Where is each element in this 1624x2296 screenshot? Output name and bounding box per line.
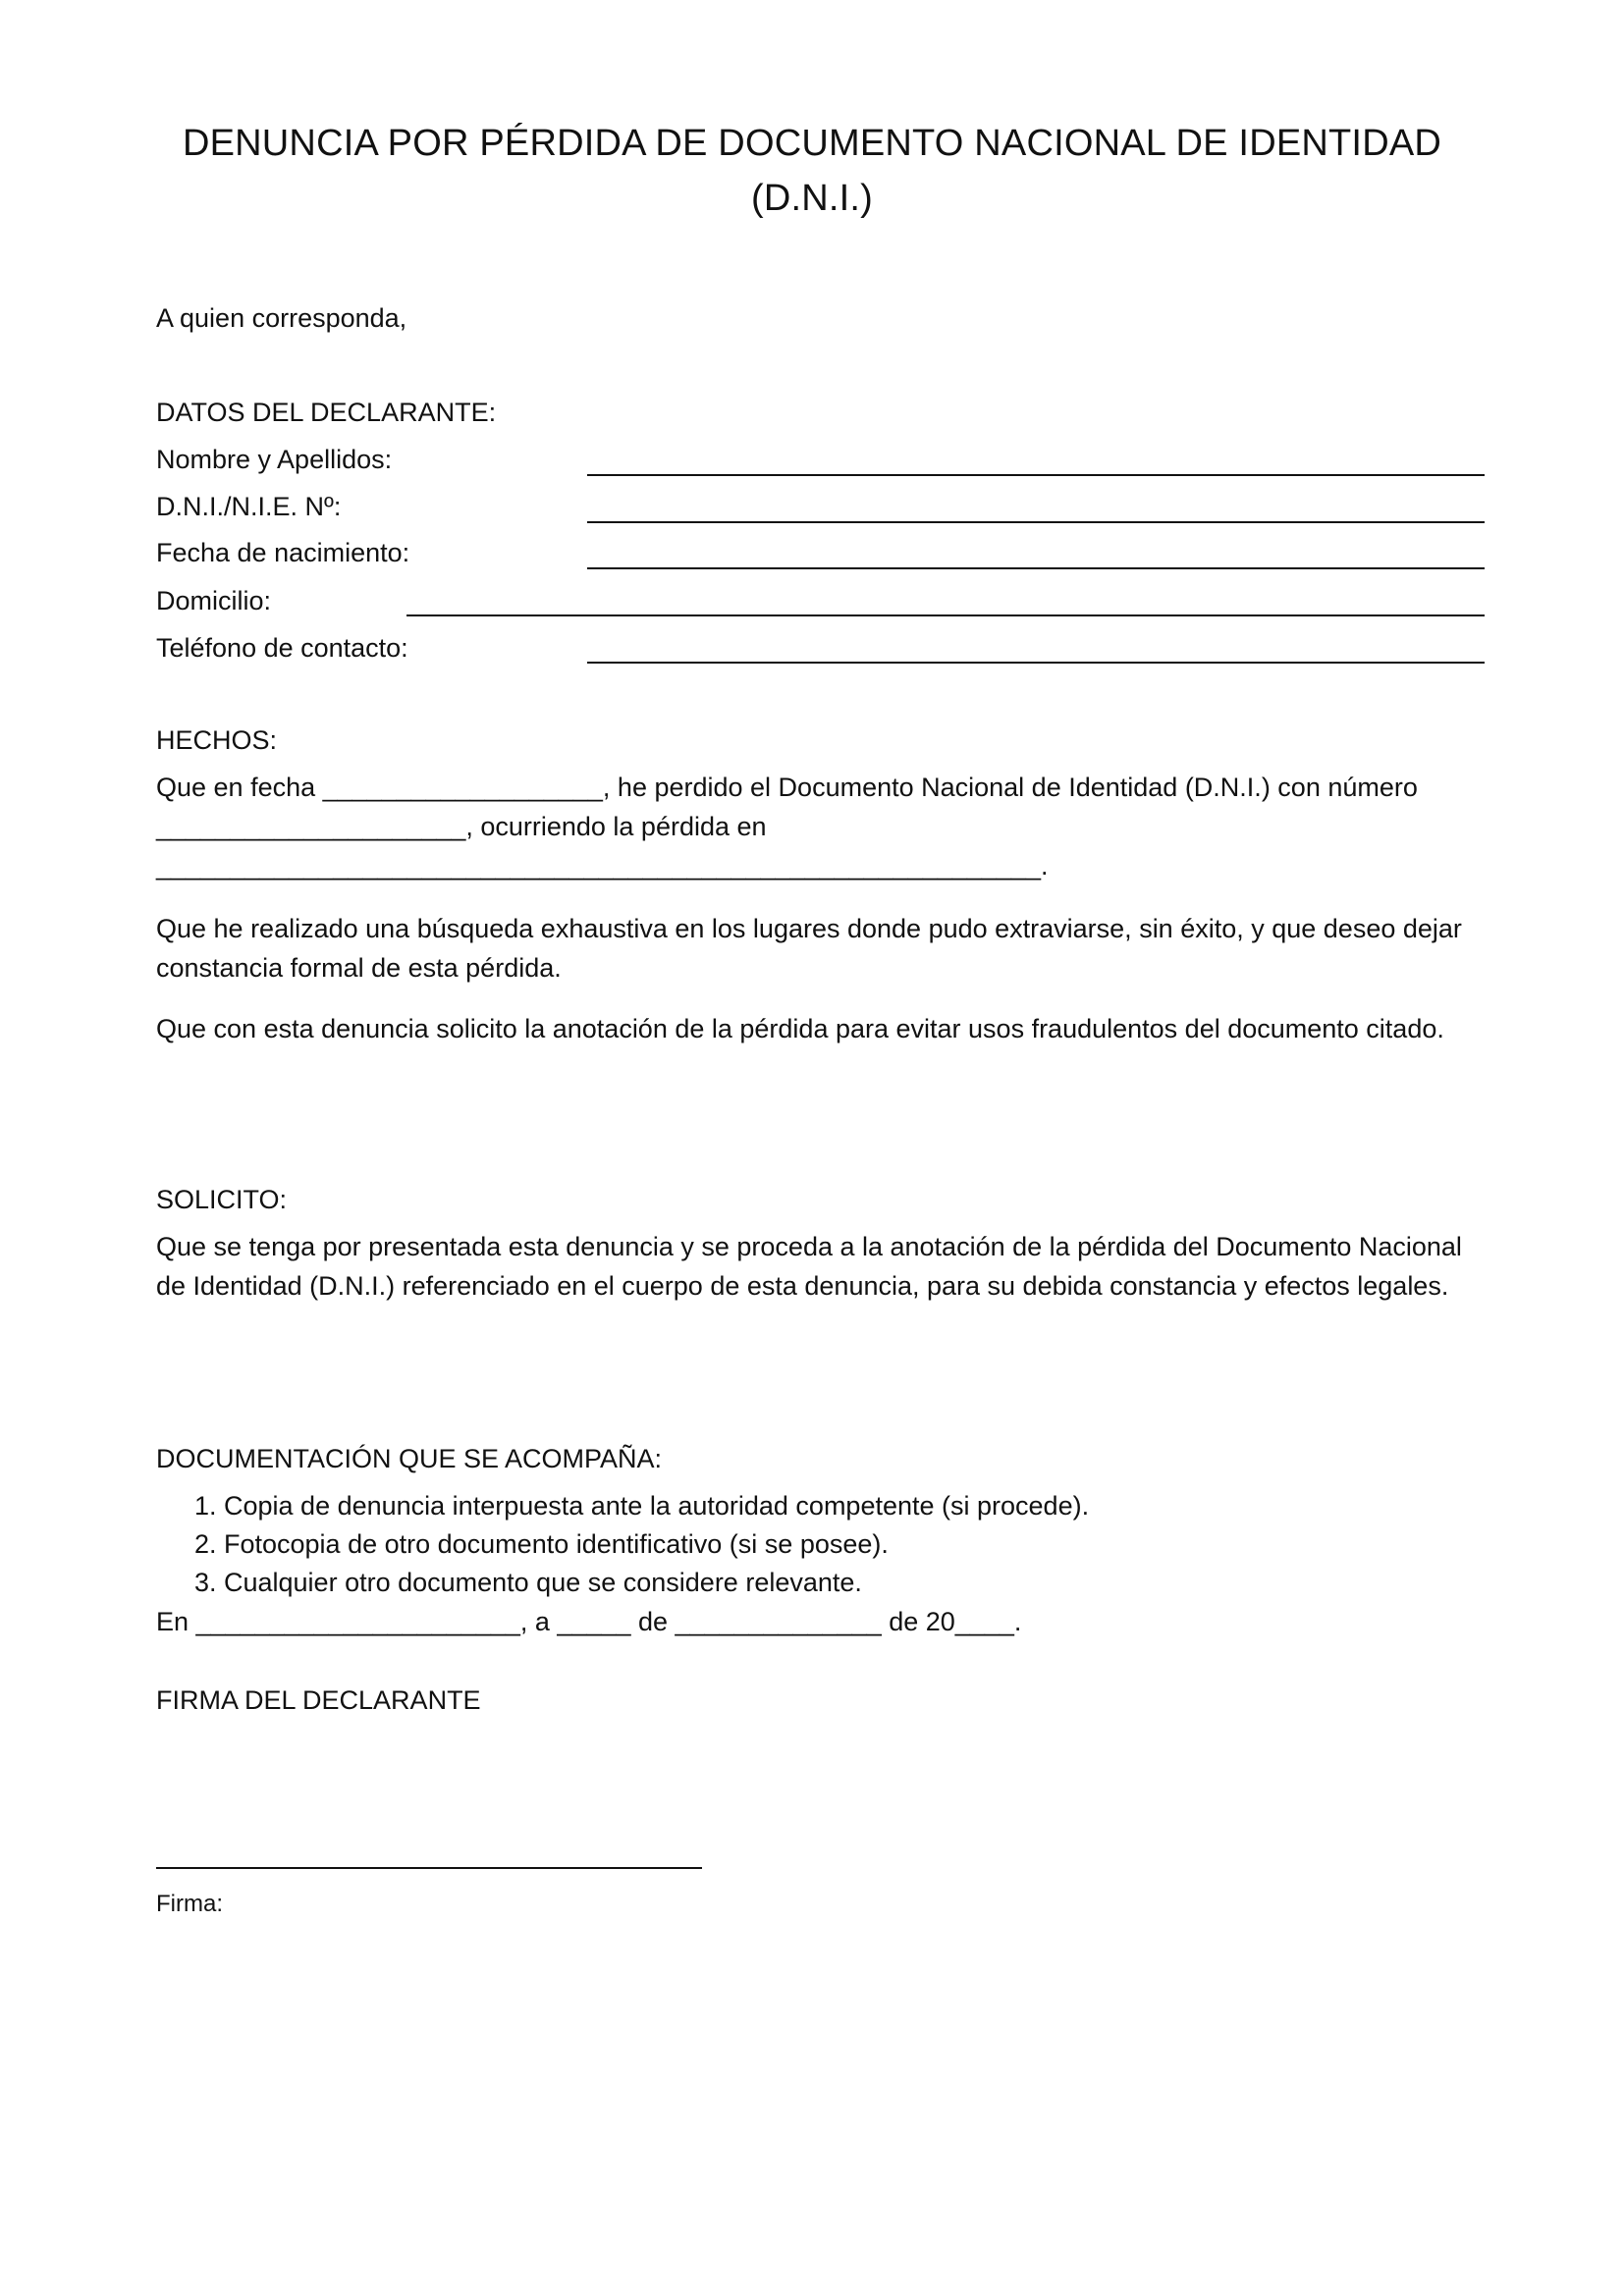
attachment-item-text: Cualquier otro documento que se considere relevante. (224, 1568, 862, 1597)
request-heading: SOLICITO: (156, 1185, 288, 1214)
field-label-birthdate: Fecha de nacimiento: (156, 538, 410, 567)
facts-paragraph-purpose: Que con esta denuncia solicito la anotación de la pérdida para evitar usos fraudulentos del documento citado. (156, 1014, 1444, 1043)
facts-paragraph-search: Que he realizado una búsqueda exhaustiva en los lugares donde pudo extraviarse, sin éxito, y que deseo dejar constancia formal de esta pérdida. (156, 914, 1462, 983)
document-title: DENUNCIA POR PÉRDIDA DE DOCUMENTO NACIONAL DE IDENTIDAD (D.N.I.) (182, 123, 1442, 219)
facts-heading: HECHOS: (156, 725, 278, 755)
signature-line[interactable] (156, 1867, 702, 1869)
field-label-address: Domicilio: (156, 586, 272, 615)
attachment-item (194, 1525, 889, 1564)
facts-line-1: Que en fecha ___________________, he perdido el Documento Nacional de Identidad (D.N.I.) con número (156, 773, 1418, 802)
facts-line-3: ____________________________________________________________. (156, 851, 1049, 881)
attachment-item-number: 2. (194, 1529, 217, 1559)
place-date-line: En ______________________, a _____ de ______________ de 20____. (156, 1607, 1022, 1636)
signature-label: Firma: (156, 1891, 223, 1917)
greeting: A quien corresponda, (156, 303, 407, 333)
field-line-birthdate[interactable] (587, 567, 1485, 569)
attachments-heading: DOCUMENTACIÓN QUE SE ACOMPAÑA: (156, 1444, 663, 1473)
facts-line-2: _____________________, ocurriendo la pérdida en (156, 812, 767, 841)
field-line-phone[interactable] (587, 662, 1485, 664)
declarant-heading: DATOS DEL DECLARANTE: (156, 398, 497, 427)
field-line-name[interactable] (587, 474, 1485, 476)
field-line-address[interactable] (406, 614, 1485, 616)
attachment-item-text: Fotocopia de otro documento identificativo (si se posee). (224, 1529, 889, 1559)
field-label-name: Nombre y Apellidos: (156, 445, 393, 474)
attachment-item (194, 1487, 1089, 1525)
field-line-id[interactable] (587, 521, 1485, 523)
attachment-item-text: Copia de denuncia interpuesta ante la autoridad competente (si procede). (224, 1491, 1090, 1521)
request-text: Que se tenga por presentada esta denuncia y se proceda a la anotación de la pérdida del Documento Nacional de Identidad (D.N.I.) referenciado en el cuerpo de esta denuncia, para su debida constancia y efectos legales. (156, 1232, 1462, 1301)
attachment-item-number: 1. (194, 1491, 217, 1521)
field-label-phone: Teléfono de contacto: (156, 633, 408, 663)
attachment-item (194, 1564, 862, 1602)
signature-heading: FIRMA DEL DECLARANTE (156, 1685, 481, 1715)
attachment-item-number: 3. (194, 1568, 217, 1597)
field-label-id: D.N.I./N.I.E. Nº: (156, 492, 342, 521)
